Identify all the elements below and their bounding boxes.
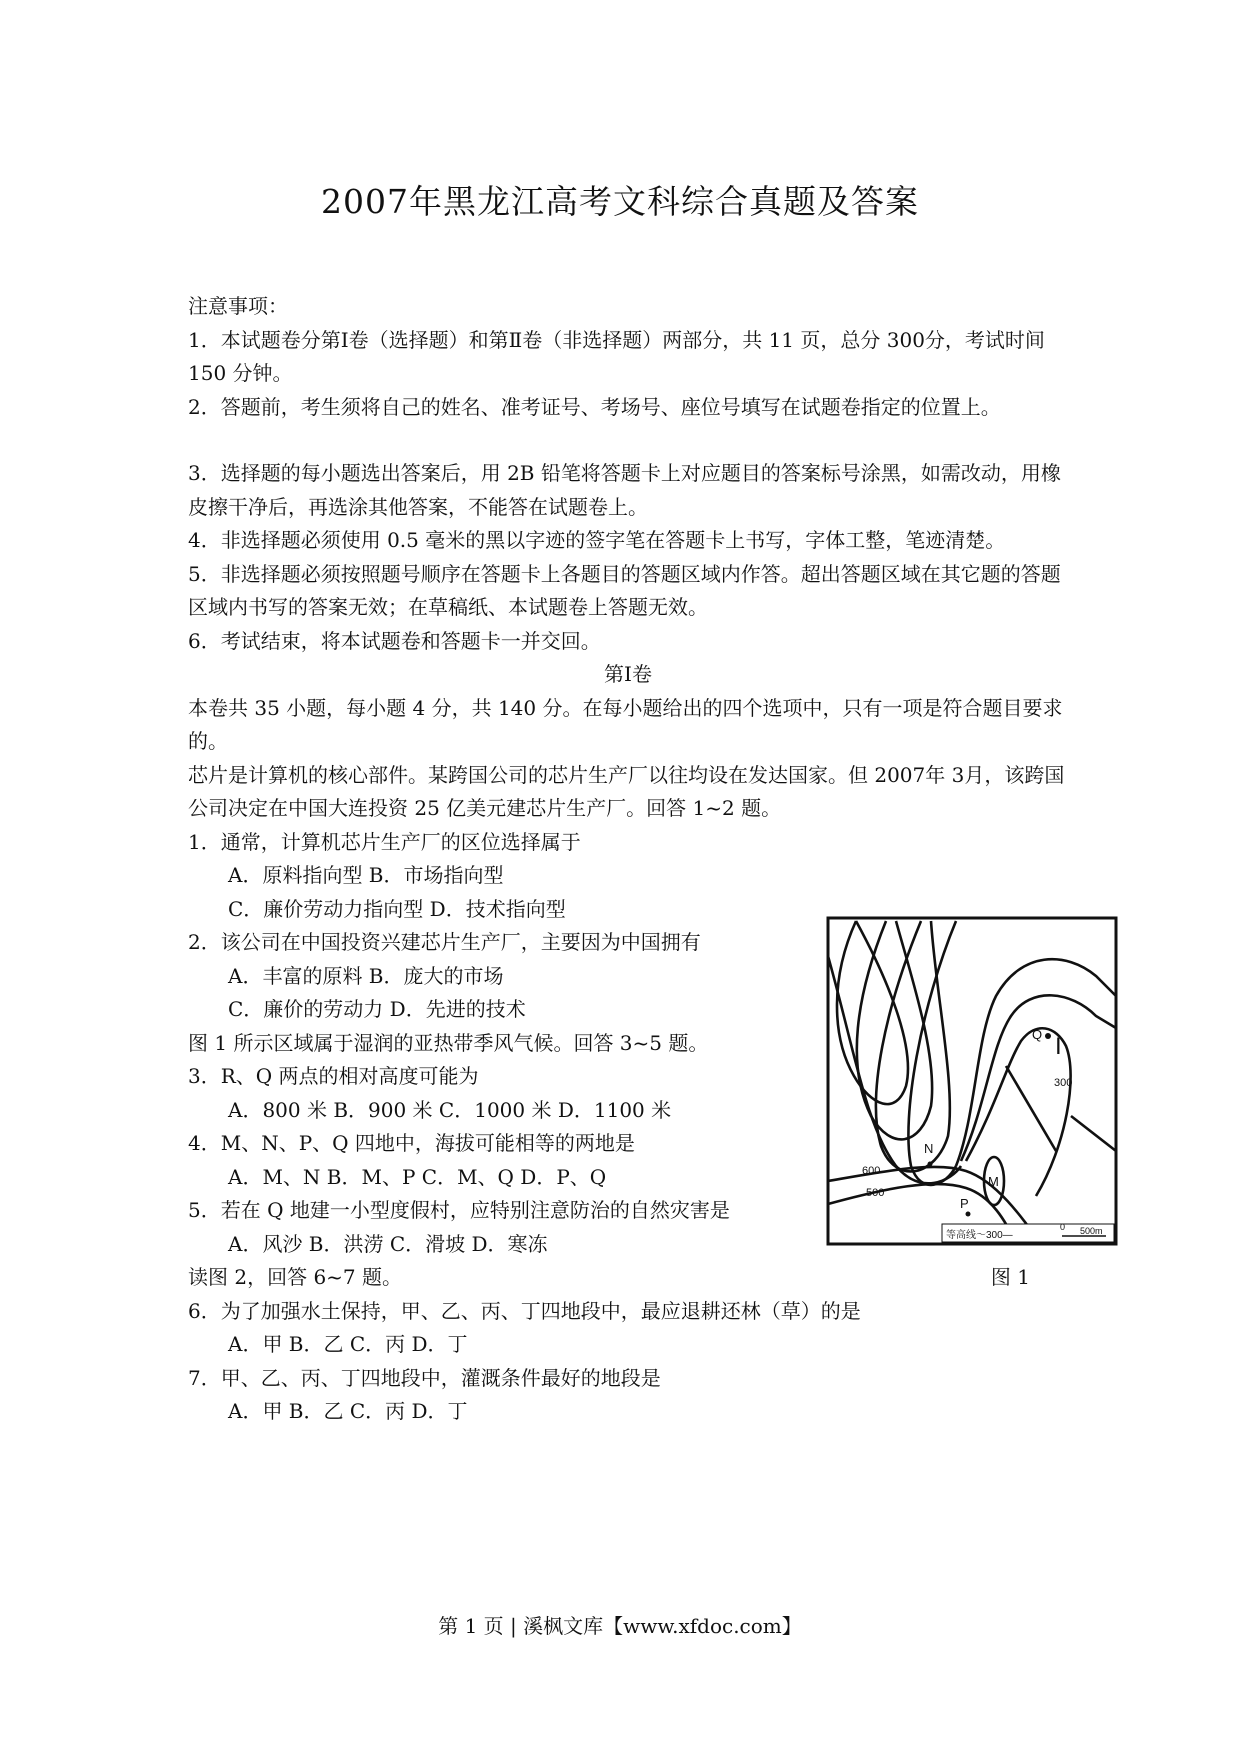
figure-1-caption: 图 1 bbox=[990, 1265, 1030, 1289]
legend-text: 等高线～300— bbox=[946, 1230, 1013, 1241]
question-7-options: A．甲 B．乙 C．丙 D．丁 bbox=[228, 1399, 468, 1423]
note-item: 4．非选择题必须使用 0.5 毫米的黑以字迹的签字笔在答题卡上书写，字体工整，笔迹清楚。 bbox=[188, 528, 1006, 552]
point-n-label: N bbox=[924, 1141, 934, 1156]
point-n-marker bbox=[928, 1162, 933, 1167]
scale-distance: 500m bbox=[1080, 1226, 1103, 1236]
figure-1-contour-map bbox=[826, 916, 1118, 1246]
question-1: 1．通常，计算机芯片生产厂的区位选择属于 bbox=[188, 829, 581, 854]
note-item: 3．选择题的每小题选出答案后，用 2B 铅笔将答题卡上对应题目的答案标号涂黑，如需改动，用橡皮擦干净后，再选涂其他答案，不能答在试题卷上。 bbox=[188, 461, 1061, 519]
question-7: 7．甲、乙、丙、丁四地段中，灌溉条件最好的地段是 bbox=[188, 1365, 661, 1390]
question-3-options: A．800 米 B．900 米 C．1000 米 D．1100 米 bbox=[228, 1097, 672, 1122]
map-legend bbox=[942, 1222, 1114, 1242]
passage: 读图 2，回答 6~7 题。 bbox=[188, 1265, 403, 1289]
question-4: 4．M、N、P、Q 四地中，海拔可能相等的两地是 bbox=[188, 1131, 635, 1155]
question-6-options: A．甲 B．乙 C．丙 D．丁 bbox=[228, 1332, 468, 1356]
contour-500-label: 500 bbox=[866, 1187, 885, 1199]
section-intro: 本卷共 35 小题，每小题 4 分，共 140 分。在每小题给出的四个选项中，只有一项是符合题目要求的。 bbox=[188, 695, 1063, 753]
passage: 图 1 所示区域属于湿润的亚热带季风气候。回答 3~5 题。 bbox=[188, 1030, 709, 1055]
point-q-label: Q bbox=[1032, 1027, 1043, 1042]
contour-map-svg bbox=[826, 916, 1118, 1246]
point-p-label: P bbox=[960, 1196, 969, 1211]
point-p-marker bbox=[966, 1212, 971, 1217]
note-item: 2．答题前，考生须将自己的姓名、准考证号、考场号、座位号填写在试题卷指定的位置上。 bbox=[188, 394, 1001, 419]
question-5: 5．若在 Q 地建一小型度假村，应特别注意防治的自然灾害是 bbox=[188, 1198, 730, 1222]
question-5-options: A．风沙 B．洪涝 C．滑坡 D．寒冻 bbox=[228, 1231, 548, 1256]
question-2-options: A．丰富的原料 B．庞大的市场 bbox=[228, 963, 504, 988]
point-q-marker bbox=[1045, 1033, 1051, 1039]
passage: 芯片是计算机的核心部件。某跨国公司的芯片生产厂以往均设在发达国家。但 2007年 3月，该跨国公司决定在中国大连投资 25 亿美元建芯片生产厂。回答 1~2 题。 bbox=[188, 762, 1065, 820]
page-title: 2007年黑龙江高考文科综合真题及答案 bbox=[321, 182, 919, 221]
question-1-options: C．廉价劳动力指向型 D．技术指向型 bbox=[228, 896, 566, 921]
question-2: 2．该公司在中国投资兴建芯片生产厂，主要因为中国拥有 bbox=[188, 930, 701, 954]
figure-caption-row bbox=[188, 1261, 1068, 1295]
question-1-options: A．原料指向型 B．市场指向型 bbox=[228, 863, 504, 887]
note-item: 5．非选择题必须按照题号顺序在答题卡上各题目的答题区域内作答。超出答题区域在其它题的答题区域内书写的答案无效；在草稿纸、本试题卷上答题无效。 bbox=[188, 561, 1061, 619]
section-title: 第Ⅰ卷 bbox=[604, 662, 652, 686]
contour-300-label: 300 bbox=[1054, 1077, 1073, 1089]
point-m-label: M bbox=[988, 1174, 999, 1189]
question-6: 6．为了加强水土保持，甲、乙、丙、丁四地段中，最应退耕还林（草）的是 bbox=[188, 1298, 861, 1323]
question-2-options: C．廉价的劳动力 D．先进的技术 bbox=[228, 997, 526, 1021]
contour-600-label: 600 bbox=[862, 1165, 881, 1177]
scale-zero: 0 bbox=[1060, 1222, 1066, 1232]
note-item: 6．考试结束，将本试题卷和答题卡一并交回。 bbox=[188, 628, 601, 653]
notes-heading: 注意事项： bbox=[188, 294, 288, 318]
question-3: 3．R、Q 两点的相对高度可能为 bbox=[188, 1064, 479, 1088]
document-body bbox=[188, 290, 1068, 1429]
question-4-options: A．M、N B．M、P C．M、Q D．P、Q bbox=[228, 1164, 607, 1189]
page-footer: 第 1 页 | 溪枫文库【www.xfdoc.com】 bbox=[438, 1614, 802, 1638]
point-r-label: I bbox=[1055, 1033, 1062, 1060]
note-item: 1．本试题卷分第Ⅰ卷（选择题）和第Ⅱ卷（非选择题）两部分，共 11 页，总分 300分，考试时间 150 分钟。 bbox=[188, 327, 1045, 385]
